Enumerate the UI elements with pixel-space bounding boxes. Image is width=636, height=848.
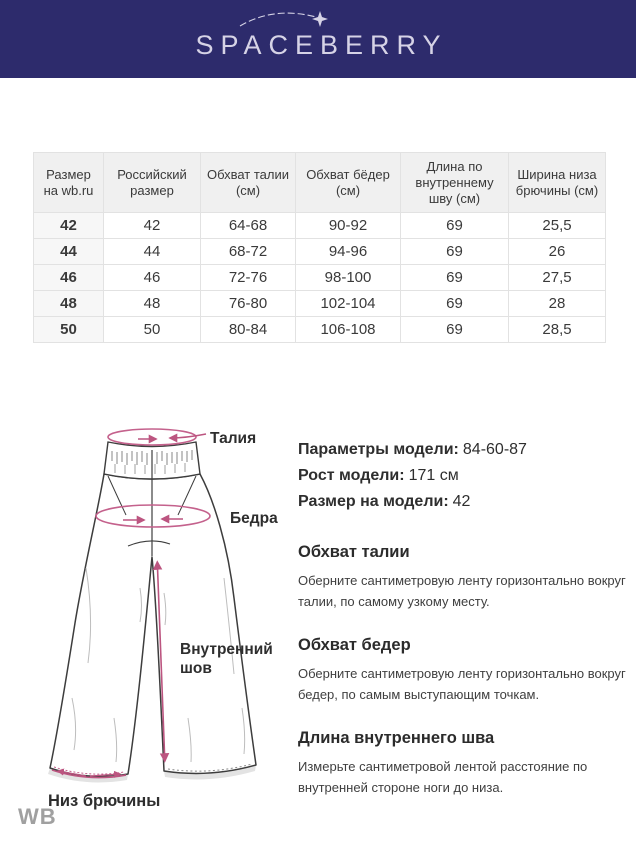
value-cell: 106-108 — [296, 317, 401, 343]
model-height-label: Рост модели: — [298, 467, 405, 484]
column-header: Обхват талии (см) — [201, 153, 296, 213]
wb-size-cell: 50 — [34, 317, 104, 343]
guide-title: Длина внутреннего шва — [298, 729, 495, 747]
wb-watermark: WB — [18, 804, 57, 829]
value-cell: 94-96 — [296, 239, 401, 265]
value-cell: 80-84 — [201, 317, 296, 343]
value-cell: 44 — [104, 239, 201, 265]
table-row — [34, 317, 606, 343]
size-table — [33, 152, 606, 343]
value-cell: 69 — [401, 317, 509, 343]
table-row — [34, 239, 606, 265]
model-parameters-value: 84-60-87 — [462, 441, 527, 458]
waist-leader-arrow — [170, 434, 206, 438]
guide-section — [298, 729, 630, 798]
guide-title: Обхват бедер — [298, 636, 411, 654]
guide-text: Оберните сантиметровую ленту горизонтально вокруг бедер, по самым выступающим точкам. — [298, 666, 626, 702]
brand-header — [0, 0, 636, 78]
comet-star-icon — [232, 4, 336, 34]
guide-text: Оберните сантиметровую ленту горизонтально вокруг талии, по самому узкому месту. — [298, 573, 626, 609]
value-cell: 46 — [104, 265, 201, 291]
wb-size-cell: 44 — [34, 239, 104, 265]
value-cell: 69 — [401, 239, 509, 265]
waist-label: Талия — [210, 430, 257, 447]
hem-label: Низ брючины — [48, 792, 161, 810]
value-cell: 76-80 — [201, 291, 296, 317]
value-cell: 69 — [401, 213, 509, 239]
hips-label: Бедра — [230, 510, 278, 527]
value-cell: 28 — [509, 291, 606, 317]
value-cell: 50 — [104, 317, 201, 343]
value-cell: 28,5 — [509, 317, 606, 343]
model-size-value: 42 — [452, 493, 471, 510]
column-header: Российский размер — [104, 153, 201, 213]
column-header: Ширина низа брючины (см) — [509, 153, 606, 213]
value-cell: 69 — [401, 291, 509, 317]
model-size-line — [298, 489, 630, 515]
value-cell: 72-76 — [201, 265, 296, 291]
table-row — [34, 213, 606, 239]
model-height-value: 171 см — [408, 467, 459, 484]
value-cell: 64-68 — [201, 213, 296, 239]
guide-title: Обхват талии — [298, 543, 410, 561]
model-parameters-label: Параметры модели: — [298, 441, 459, 458]
guide-section — [298, 543, 630, 612]
inseam-label-line2: шов — [180, 660, 212, 677]
value-cell: 68-72 — [201, 239, 296, 265]
value-cell: 26 — [509, 239, 606, 265]
brand-logo: SPACEBERRY — [195, 29, 448, 60]
table-row — [34, 265, 606, 291]
value-cell: 98-100 — [296, 265, 401, 291]
guide-text: Измерьте сантиметровой лентой расстояние по внутренней стороне ноги до низа. — [298, 759, 588, 795]
value-cell: 25,5 — [509, 213, 606, 239]
wb-size-cell: 42 — [34, 213, 104, 239]
pants-diagram — [28, 418, 300, 820]
pants-outline — [50, 474, 256, 776]
table-header-row — [34, 153, 606, 213]
table-row — [34, 291, 606, 317]
value-cell: 102-104 — [296, 291, 401, 317]
value-cell: 27,5 — [509, 265, 606, 291]
guide-section — [298, 636, 630, 705]
inseam-label-line1: Внутренний — [180, 641, 273, 658]
model-size-label: Размер на модели: — [298, 493, 449, 510]
value-cell: 48 — [104, 291, 201, 317]
column-header: Длина по внутреннему шву (см) — [401, 153, 509, 213]
measurement-info-panel — [298, 437, 630, 822]
wb-size-cell: 48 — [34, 291, 104, 317]
value-cell: 69 — [401, 265, 509, 291]
wb-size-cell: 46 — [34, 265, 104, 291]
value-cell: 42 — [104, 213, 201, 239]
column-header: Размер на wb.ru — [34, 153, 104, 213]
value-cell: 90-92 — [296, 213, 401, 239]
model-height-line — [298, 463, 630, 489]
model-info — [298, 437, 630, 515]
model-parameters-line — [298, 437, 630, 463]
column-header: Обхват бёдер (см) — [296, 153, 401, 213]
measure-guide — [298, 543, 630, 798]
